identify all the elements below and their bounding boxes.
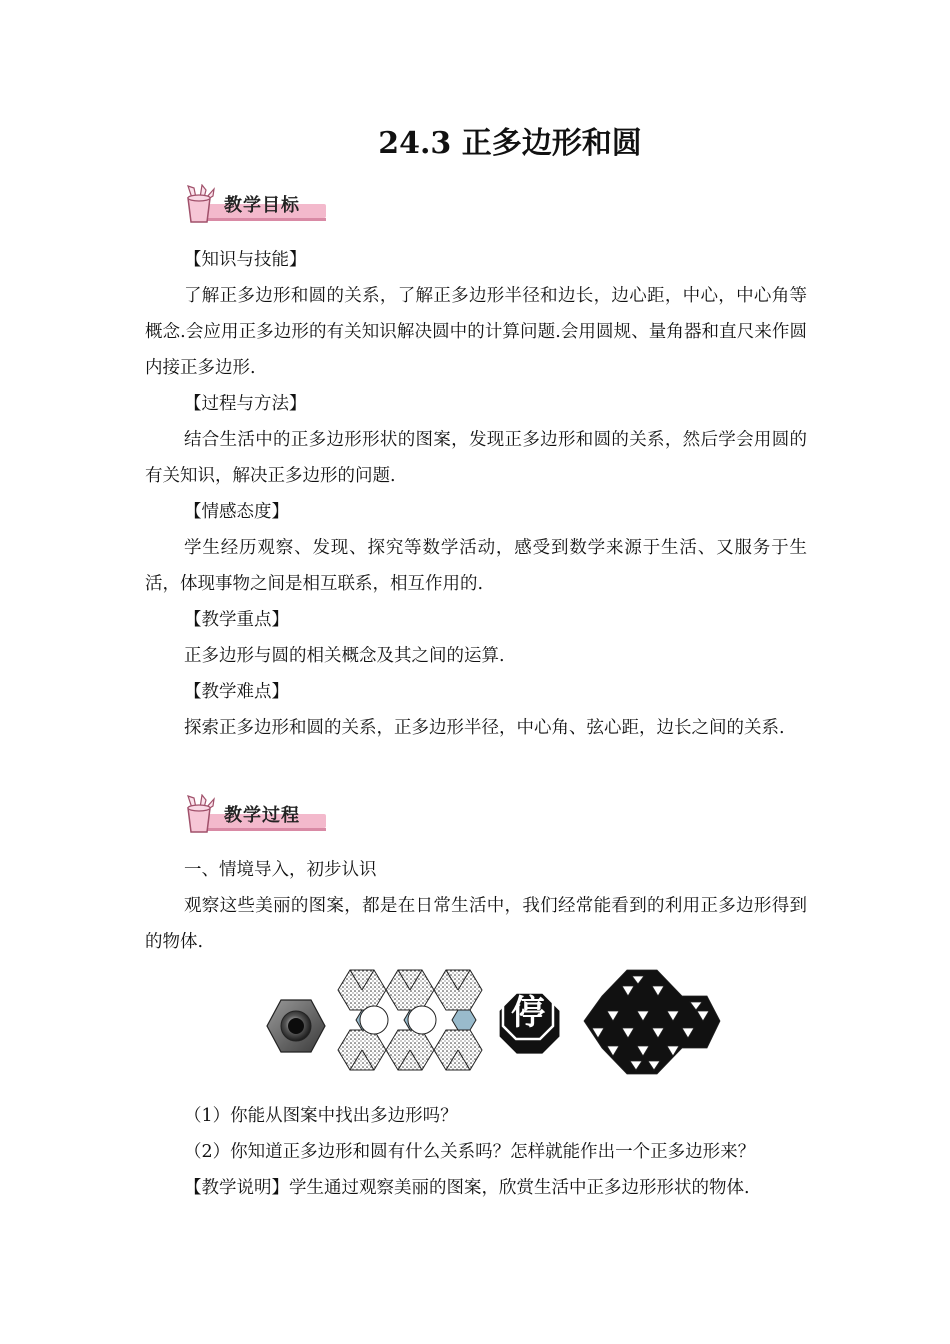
knowledge-text: 了解正多边形和圆的关系，了解正多边形半径和边长，边心距，中心，中心角等概念.会应用正多边形的有关知识解决圆中的计算问题.会用圆规、量角器和直尺来作圆内接正多边形. [145,286,807,378]
method-text: 结合生活中的正多边形形状的图案，发现正多边形和圆的关系，然后学会用圆的有关知识，解决正多边形的问题. [145,430,807,486]
section-badge-goals [180,184,330,226]
polygon-pictures [262,966,722,1078]
badge-label: 教学目标 [224,195,300,216]
attitude-text: 学生经历观察、发现、探究等数学活动，感受到数学来源于生活、又服务于生活，体现事物之间是相互联系，相互作用的. [145,538,807,594]
step1-heading: 一、情境导入，初步认识 [184,860,377,880]
pencil-cup-icon [180,184,220,226]
key-text: 正多边形与圆的相关概念及其之间的运算. [184,646,505,666]
key-label: 【教学重点】 [184,610,289,630]
goals-content [145,242,807,746]
attitude-label: 【情感态度】 [184,502,289,522]
question-2: （2）你知道正多边形和圆有什么关系吗？怎样就能作出一个正多边形来？ [184,1142,756,1162]
badge-label: 教学过程 [224,805,300,826]
method-label: 【过程与方法】 [184,394,307,414]
section-badge-process [180,794,330,836]
page-title: 24.3 正多边形和圆 [378,126,642,161]
process-intro [145,852,807,960]
stop-sign-image [500,989,559,1053]
hexagon-lattice-image [338,970,482,1070]
pencil-cup-icon [180,794,220,836]
knowledge-label: 【知识与技能】 [184,250,307,270]
question-1: （1）你能从图案中找出多边形吗？ [184,1106,458,1126]
step1-text: 观察这些美丽的图案，都是在日常生活中，我们经常能看到的利用正多边形得到的物体. [145,896,807,952]
triangle-mosaic-image [584,970,720,1074]
difficulty-text: 探索正多边形和圆的关系，正多边形半径，中心角、弦心距，边长之间的关系. [184,718,785,738]
difficulty-label: 【教学难点】 [184,682,289,702]
teaching-note: 【教学说明】学生通过观察美丽的图案，欣赏生活中正多边形形状的物体. [184,1178,750,1198]
process-questions [145,1098,807,1206]
stop-sign-char: 停 [511,993,545,1033]
hex-nut-image [267,1000,325,1052]
